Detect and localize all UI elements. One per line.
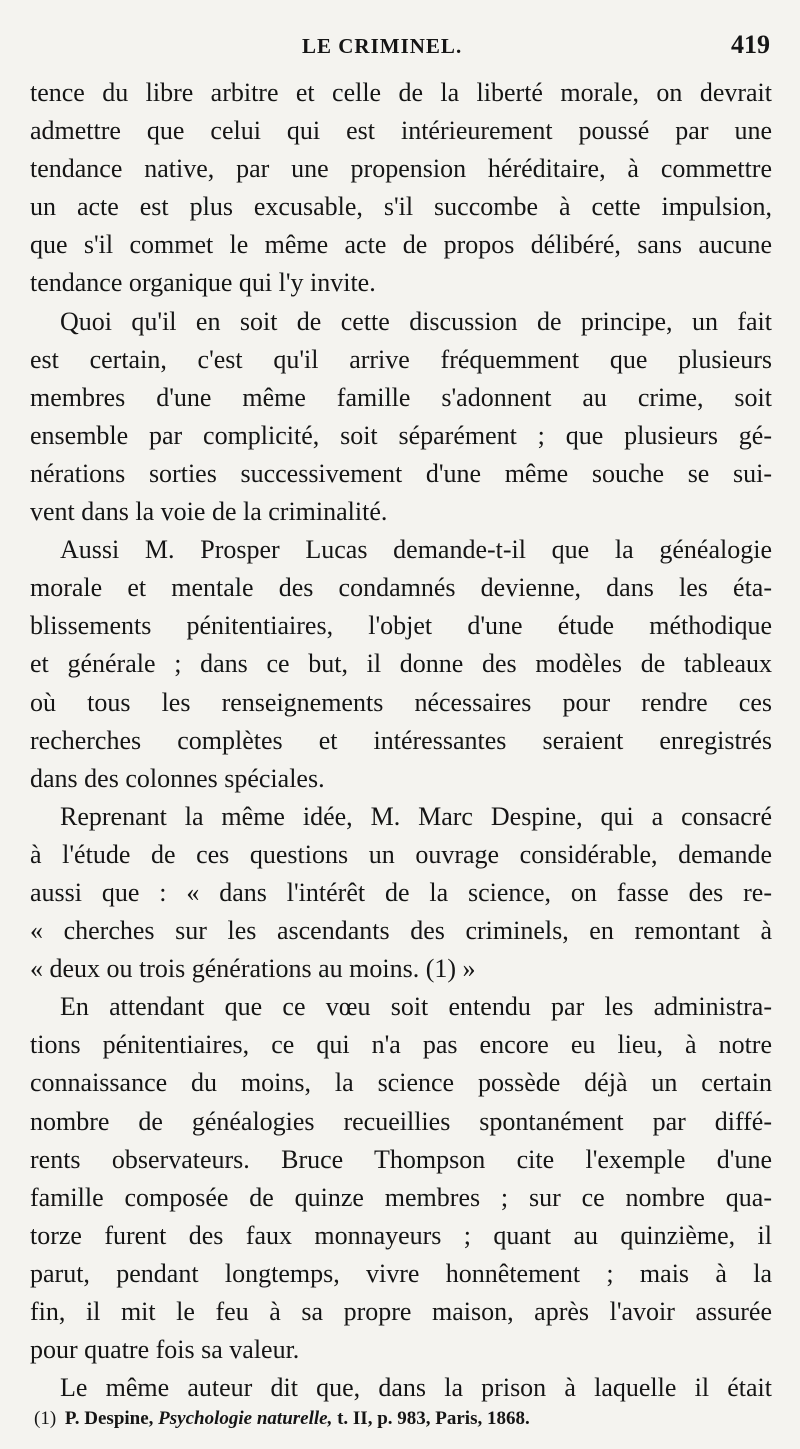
text-line: « deux ou trois générations au moins. (1) » bbox=[30, 954, 476, 984]
text-line: pour quatre fois sa valeur. bbox=[30, 1335, 300, 1365]
text-line: Reprenant la même idée, M. Marc Despine, qui a consacré bbox=[60, 801, 772, 831]
text-line: Le même auteur dit que, dans la prison à laquelle il était bbox=[60, 1373, 772, 1403]
text-line: Aussi M. Prosper Lucas demande-t-il que la généalogie bbox=[60, 535, 772, 565]
text-line: En attendant que ce vœu soit entendu par les administra- bbox=[60, 992, 772, 1022]
text-line: tendance native, par une propension héréditaire, à commettre bbox=[30, 154, 772, 184]
footnote-mark: (1) bbox=[34, 1408, 57, 1429]
text-line: Quoi qu'il en soit de cette discussion de principe, un fait bbox=[60, 306, 772, 336]
text-line: est certain, c'est qu'il arrive fréquemment que plusieurs bbox=[30, 344, 772, 374]
text-line: « cherches sur les ascendants des criminels, en remontant à bbox=[30, 916, 772, 946]
page-number: 419 bbox=[731, 30, 770, 59]
text-line: aussi que : « dans l'intérêt de la science, on fasse des re- bbox=[30, 877, 772, 907]
text-line: et générale ; dans ce but, il donne des modèles de tableaux bbox=[30, 649, 772, 679]
text-line: où tous les renseignements nécessaires pour rendre ces bbox=[30, 687, 772, 717]
text-line: dans des colonnes spéciales. bbox=[30, 763, 325, 793]
text-line: nérations sorties successivement d'une même souche se sui- bbox=[30, 458, 772, 488]
text-line: torze furent des faux monnayeurs ; quant au quinzième, il bbox=[30, 1220, 772, 1250]
text-line: connaissance du moins, la science possède déjà un certain bbox=[30, 1068, 772, 1098]
footnote-title: Psychologie naturelle, bbox=[158, 1408, 333, 1429]
text-line: tions pénitentiaires, ce qui n'a pas encore eu lieu, à notre bbox=[30, 1030, 772, 1060]
text-line: que s'il commet le même acte de propos délibéré, sans aucune bbox=[30, 230, 772, 260]
text-line: ensemble par complicité, soit séparément ; que plusieurs gé- bbox=[30, 420, 772, 450]
text-line: rents observateurs. Bruce Thompson cite l'exemple d'une bbox=[30, 1144, 772, 1174]
text-line: admettre que celui qui est intérieurement poussé par une bbox=[30, 116, 772, 146]
text-line: membres d'une même famille s'adonnent au crime, soit bbox=[30, 382, 772, 412]
text-line: parut, pendant longtemps, vivre honnêtement ; mais à la bbox=[30, 1258, 772, 1288]
footnote bbox=[34, 1406, 764, 1432]
text-line: fin, il mit le feu à sa propre maison, après l'avoir assurée bbox=[30, 1297, 772, 1326]
text-line: tence du libre arbitre et celle de la liberté morale, on devrait bbox=[30, 78, 772, 107]
text-line: un acte est plus excusable, s'il succombe à cette impulsion, bbox=[30, 192, 772, 222]
text-line: famille composée de quinze membres ; sur ce nombre qua- bbox=[30, 1182, 772, 1212]
footnote-details: t. II, p. 983, Paris, 1868. bbox=[337, 1408, 530, 1429]
text-line: à l'étude de ces questions un ouvrage considérable, demande bbox=[30, 839, 772, 869]
text-line: morale et mentale des condamnés devienne, dans les éta- bbox=[30, 573, 772, 603]
page-header bbox=[30, 30, 770, 70]
text-line: nombre de généalogies recueillies spontanément par diffé- bbox=[30, 1106, 772, 1136]
text-line: recherches complètes et intéressantes seraient enregistrés bbox=[30, 725, 772, 755]
footnote-author: P. Despine, bbox=[64, 1408, 154, 1429]
running-head: LE CRIMINEL. bbox=[302, 34, 463, 58]
text-line: tendance organique qui l'y invite. bbox=[30, 268, 376, 298]
text-line: blissements pénitentiaires, l'objet d'une étude méthodique bbox=[30, 611, 772, 641]
text-line: vent dans la voie de la criminalité. bbox=[30, 497, 388, 527]
body-text bbox=[30, 74, 772, 1407]
